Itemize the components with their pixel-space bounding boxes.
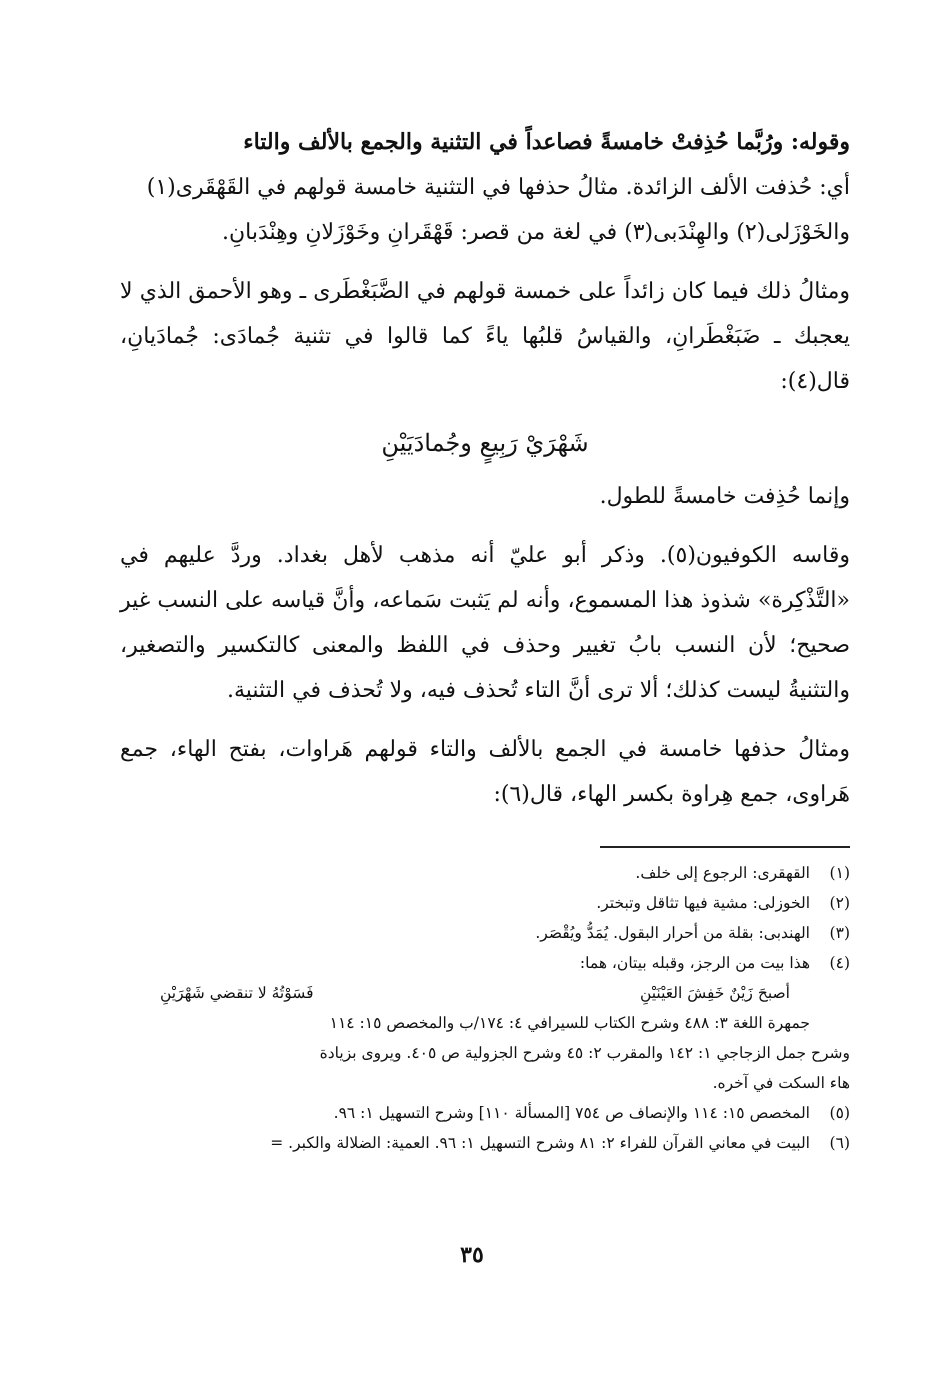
page-number: ٣٥ — [460, 1242, 484, 1268]
paragraph-2: ومثالُ ذلك فيما كان زائداً على خمسة قولهم في الضَّبَغْطَرى ـ وهو الأحمق الذي لا يعجبك ـ ضَبَغْطَرانِ، والقياسُ قلبُها ياءً كما قالوا في تثنية جُمادَى: جُمادَيانِ، قال(٤): — [120, 279, 850, 394]
footnote-4-sources-2 — [120, 1038, 850, 1068]
paragraph-3: وإنما حُذِفت خامسةً للطول. — [599, 484, 850, 509]
footnote-text: الهندبى: بقلة من أحرار البقول. يُمَدُّ ويُقْصَر. — [535, 924, 810, 942]
footnotes — [120, 858, 850, 1158]
footnote-number: (٦) — [829, 1134, 850, 1152]
footnote-number: (٥) — [829, 1104, 850, 1122]
paragraph-1 — [120, 120, 850, 255]
footnote-text: هذا بيت من الرجز، وقبله بيتان، هما: — [579, 954, 810, 972]
footnote-text: هاء السكت في آخره. — [712, 1074, 850, 1092]
footnote-4-verse — [120, 978, 850, 1008]
verse-hemistich-right: أصبحَ زَيْنٌ خَفِشَ العَيْنَيْنِ — [639, 984, 790, 1002]
footnote-text: البيت في معاني القرآن للفراء ٢: ٨١ وشرح التسهيل ١: ٩٦. العمية: الضلالة والكبر. = — [270, 1134, 810, 1152]
footnote-text: المخصص ١٥: ١١٤ والإنصاف ص ٧٥٤ [المسألة ١١٠] وشرح التسهيل ١: ٩٦. — [333, 1104, 810, 1122]
footnote-number: (١) — [829, 864, 850, 882]
footnote-text: وشرح جمل الزجاجي ١: ١٤٢ والمقرب ٢: ٤٥ وشرح الجزولية ص ٤٠٥. ويروى بزيادة — [319, 1044, 850, 1062]
footnote-text: القهقرى: الرجوع إلى خلف. — [635, 864, 810, 882]
paragraph-5: ومثالُ حذفها خامسة في الجمع بالألف والتاء قولهم هَراوات، بفتح الهاء، جمع هَراوى، جمع هِراوة بكسر الهاء، قال(٦): — [120, 737, 850, 807]
footnote-divider — [600, 846, 850, 848]
paragraph-4: وقاسه الكوفيون(٥). وذكر أبو عليّ أنه مذهب لأهل بغداد. وردَّ عليهم في «التَّذْكِرة» شذوذ هذا المسموع، وأنه لم يَثبت سَماعه، وأنَّ قياسه على النسب غير صحيح؛ لأن النسب بابُ تغيير وحذف في اللفظ والمعنى كالتكسير والتصغير، والتثنيةُ ليست كذلك؛ ألا ترى أنَّ التاء تُحذف فيه، ولا تُحذف في التثنية. — [120, 543, 850, 703]
footnote-text: الخوزلى: مشية فيها تثاقل وتبختر. — [596, 894, 810, 912]
footnote-6 — [120, 1128, 850, 1158]
footnote-2 — [120, 888, 850, 918]
main-text — [120, 120, 850, 831]
footnote-number: (٢) — [829, 894, 850, 912]
footnote-number: (٤) — [829, 954, 850, 972]
footnote-4 — [120, 948, 850, 978]
paragraph-1-line-3: والخَوْزَلى(٢) والهِنْدَبى(٣) في لغة من قصر: قَهْقَرانِ وخَوْزَلانِ وهِنْدَبانِ. — [222, 220, 850, 245]
footnote-text: جمهرة اللغة ٣: ٤٨٨ وشرح الكتاب للسيرافي ٤: ١٧٤/ب والمخصص ١٥: ١١٤ — [329, 1014, 810, 1032]
footnote-4-sources — [120, 1008, 850, 1038]
verse-line: شَهْرَيْ رَبِيعٍ وجُمادَيَيْنِ — [381, 429, 589, 457]
footnote-number: (٣) — [829, 924, 850, 942]
paragraph-1-line-1: وقوله: ورُبَّما حُذِفتْ خامسةً فصاعداً في التثنية والجمع بالألف والتاء — [243, 129, 850, 155]
verse-hemistich-left: فَسَوْتُهُ لا تنقضي شَهْرَيْنِ — [160, 984, 314, 1002]
footnote-3 — [120, 918, 850, 948]
paragraph-1-line-2: أي: حُذفت الألف الزائدة. مثالُ حذفها في التثنية خامسة قولهم في القَهْقَرى(١) — [146, 175, 850, 200]
footnote-4-sources-3 — [120, 1068, 850, 1098]
footnote-1 — [120, 858, 850, 888]
footnote-5 — [120, 1098, 850, 1128]
